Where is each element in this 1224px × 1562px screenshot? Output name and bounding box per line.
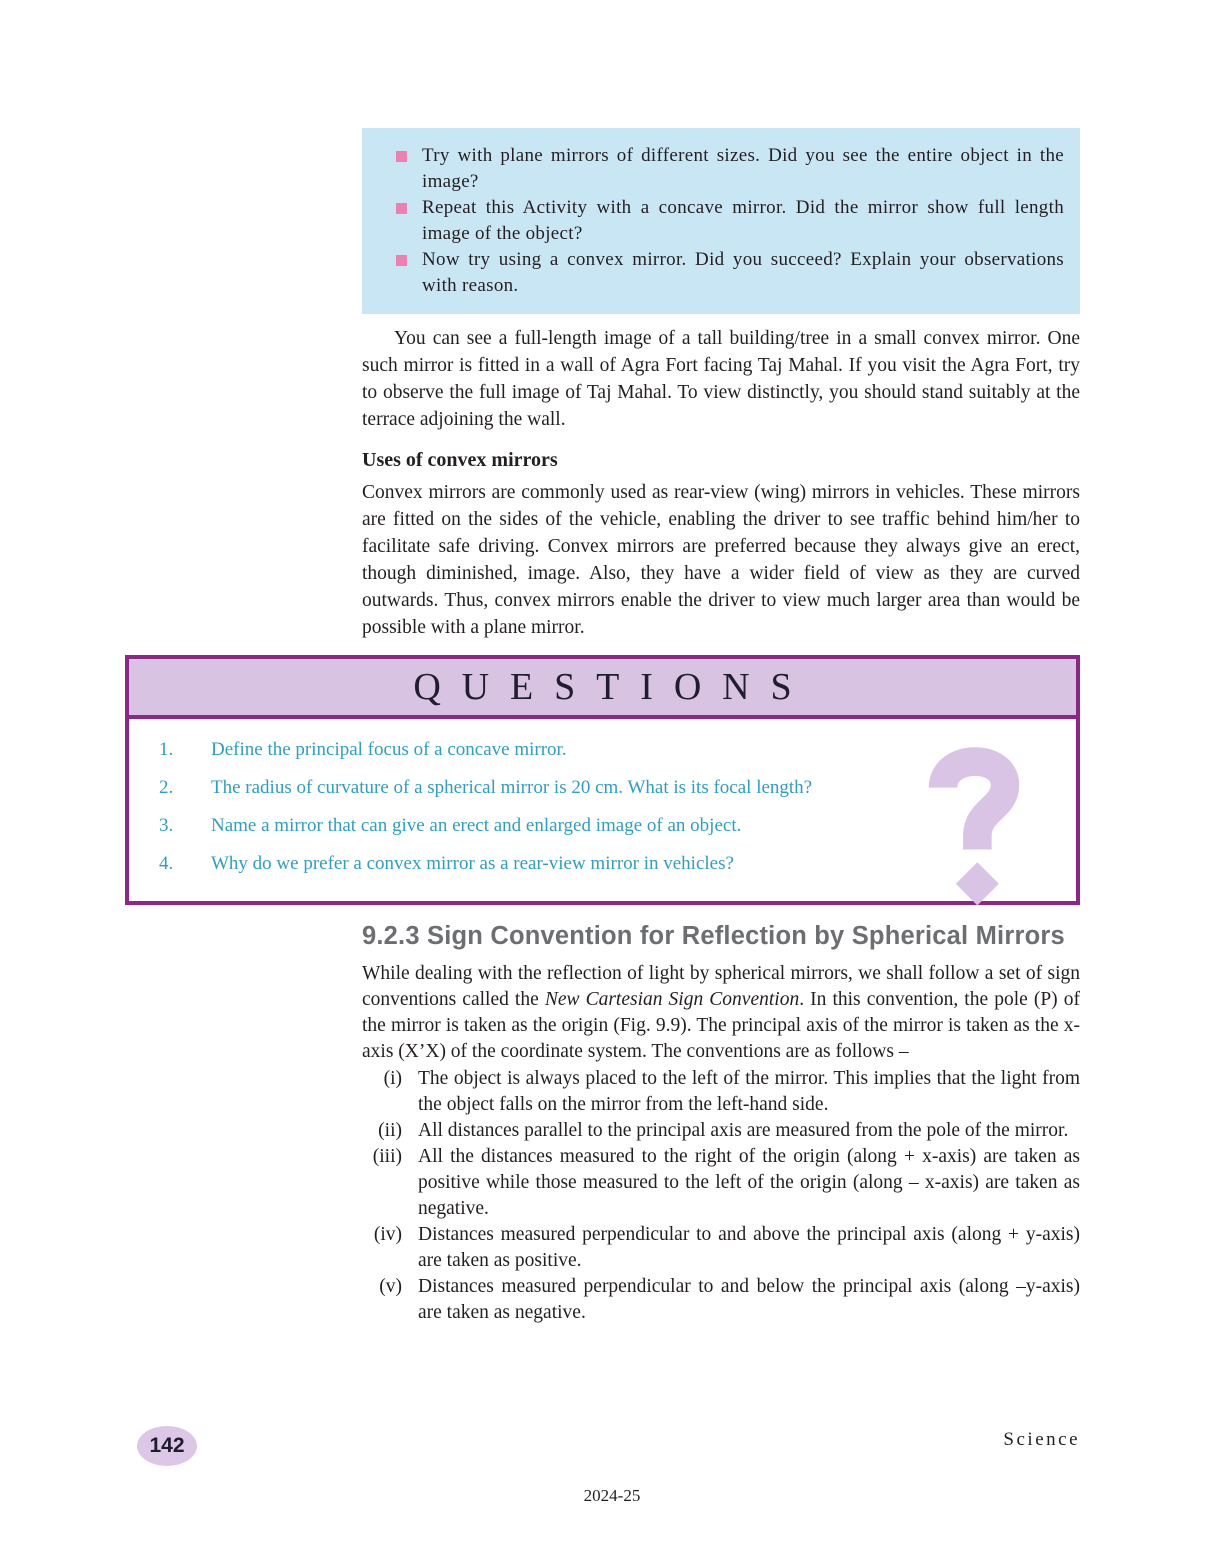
footer-book-title: Science xyxy=(1003,1429,1080,1450)
content-column xyxy=(159,128,1080,1326)
list-text: Distances measured perpendicular to and above the principal axis (along + y-axis) are taken as positive. xyxy=(418,1224,1080,1271)
question-text: Define the principal focus of a concave mirror. xyxy=(211,739,567,760)
section-heading-9-2-3: 9.2.3 Sign Convention for Reflection by Spherical Mirrors xyxy=(362,922,1065,950)
activity-box xyxy=(362,128,1080,314)
activity-bullet-text: Try with plane mirrors of different sizes. Did you see the entire object in the image? xyxy=(422,145,1064,192)
list-marker: (i) xyxy=(383,1068,402,1089)
footer-edition-year: 2024-25 xyxy=(583,1486,641,1505)
questions-box xyxy=(125,655,1080,905)
questions-list xyxy=(129,719,1076,901)
question-item xyxy=(159,737,896,763)
question-number: 3. xyxy=(159,815,174,836)
list-item xyxy=(362,1118,1080,1144)
square-bullet-icon xyxy=(396,151,407,162)
question-mark-icon xyxy=(924,741,1024,919)
question-text: Name a mirror that can give an erect and enlarged image of an object. xyxy=(211,815,742,836)
paragraph-agra-fort: You can see a full-length image of a tall building/tree in a small convex mirror. One such mirror is fitted in a wall of Agra Fort facing Taj Mahal. If you visit the Agra Fort, try to observe the full image of Taj Mahal. To view distinctly, you should stand suitably at the terrace adjoining the wall. xyxy=(362,328,1080,430)
question-number: 1. xyxy=(159,739,174,760)
sign-convention-list xyxy=(362,1066,1080,1326)
list-item xyxy=(362,1222,1080,1274)
list-marker: (iv) xyxy=(373,1224,402,1245)
list-text: All the distances measured to the right of the origin (along + x-axis) are taken as positive while those measured to the left of the origin (along – x-axis) are taken as negative. xyxy=(418,1146,1080,1219)
list-marker: (iii) xyxy=(372,1146,402,1167)
activity-bullet-item xyxy=(376,247,1064,299)
activity-bullet-text: Repeat this Activity with a concave mirror. Did the mirror show full length image of the object? xyxy=(422,197,1064,244)
activity-bullet-text: Now try using a convex mirror. Did you succeed? Explain your observations with reason. xyxy=(422,249,1064,296)
intro-text-after: . In this convention, the pole (P) of the mirror is taken as the origin (Fig. 9.9). The principal axis of the mirror is taken as the x-axis (X’X) of the coordinate system. The conventions are as follows – xyxy=(362,989,1080,1062)
questions-header-band xyxy=(129,659,1076,719)
question-item xyxy=(159,851,896,877)
list-marker: (ii) xyxy=(378,1120,402,1141)
intro-text-before: While dealing with the reflection of light by spherical mirrors, we shall follow a set of sign conventions called the xyxy=(362,963,1080,1010)
list-marker: (v) xyxy=(379,1276,402,1297)
intro-text-italic: New Cartesian Sign Convention xyxy=(544,989,800,1010)
question-item xyxy=(159,813,896,839)
activity-bullet-item xyxy=(376,143,1064,195)
list-text: Distances measured perpendicular to and below the principal axis (along –y-axis) are taken as negative. xyxy=(418,1276,1080,1323)
list-item xyxy=(362,1274,1080,1326)
question-number: 2. xyxy=(159,777,174,798)
question-item xyxy=(159,775,896,801)
question-number: 4. xyxy=(159,853,174,874)
list-item xyxy=(362,1144,1080,1222)
square-bullet-icon xyxy=(396,203,407,214)
question-text: The radius of curvature of a spherical mirror is 20 cm. What is its focal length? xyxy=(211,777,813,798)
questions-title: QUESTIONS xyxy=(413,666,813,708)
square-bullet-icon xyxy=(396,255,407,266)
paragraph-uses-of-convex-mirrors: Convex mirrors are commonly used as rear-view (wing) mirrors in vehicles. These mirrors are fitted on the sides of the vehicle, enabling the driver to see traffic behind him/her to facilitate safe driving. Convex mirrors are preferred because they always give an erect, though diminished, image. Also, they have a wider field of view as they are curved outwards. Thus, convex mirrors enable the driver to view much larger area than would be possible with a plane mirror. xyxy=(362,482,1080,638)
list-text: All distances parallel to the principal axis are measured from the pole of the mirror. xyxy=(418,1120,1069,1141)
activity-bullet-item xyxy=(376,195,1064,247)
question-text: Why do we prefer a convex mirror as a rear-view mirror in vehicles? xyxy=(211,853,734,874)
list-item xyxy=(362,1066,1080,1118)
uses-of-convex-mirrors-heading: Uses of convex mirrors xyxy=(362,449,558,471)
page-number-badge: 142 xyxy=(137,1426,197,1466)
section-intro-paragraph xyxy=(362,961,1080,1065)
list-text: The object is always placed to the left of the mirror. This implies that the light from the object falls on the mirror from the left-hand side. xyxy=(418,1068,1080,1115)
